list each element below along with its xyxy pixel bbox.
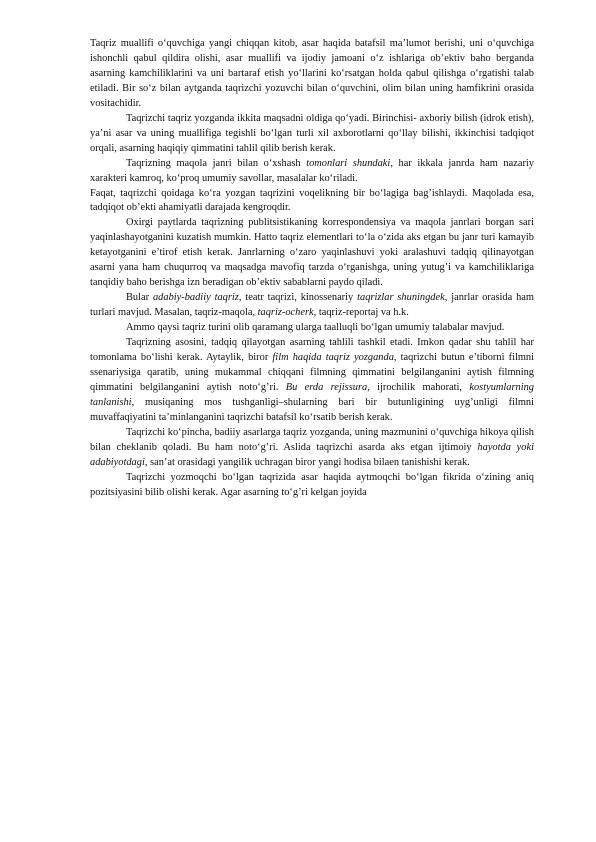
italic-run: kostyumlarning tanlanishi <box>90 381 535 408</box>
paragraph-8 <box>90 336 534 426</box>
document-page <box>90 37 534 501</box>
paragraph-10 <box>90 471 534 501</box>
text-run: Taqrizning maqola janri bilan o‘xshash <box>126 157 307 169</box>
text-run: , taqriz-reportaj va h.k. <box>313 307 409 319</box>
italic-run: taqriz-ocherk <box>257 307 314 319</box>
text-run: , ijrochilik mahorati, <box>367 381 470 393</box>
italic-run: taqrizlar shuningdek <box>357 292 445 304</box>
text-run: , teatr taqrizi, kinossenariy <box>238 292 358 304</box>
paragraph-7 <box>90 321 534 336</box>
text-run: Taqrizchi ko‘pincha, badiiy asarlarga taqriz yozganda, uning mazmunini o‘quvchiga hikoya qilish bilan cheklanib qoladi. Bu ham noto‘g’ri. Aslida taqrizchi asarda aks etgan ijtimoiy <box>90 426 534 453</box>
italic-run: tomonlari shundaki <box>306 157 391 169</box>
text-run: , san’at orasidagi yangilik uchragan biror yangi hodisa bilaen tanishishi kerak. <box>144 456 470 468</box>
paragraph-4 <box>90 187 534 217</box>
text-run: Ammo qaysi taqriz turini olib qaramang ularga taalluqli bo‘lgan umumiy talabalar mavjud. <box>126 322 505 334</box>
text-run: Taqrizchi yozmoqchi bo‘lgan taqrizida asar haqida aytmoqchi bo‘lgan fikrida o‘zining aniq pozitsiyasini bilib olishi kerak. Agar asarning to‘g’ri kelgan joyida <box>90 471 534 498</box>
text-run: Taqriz muallifi o‘quvchiga yangi chiqqan kitob, asar haqida batafsil ma’lumot berishi, uni o‘quvchiga ishonchli qabul qildira olishi, asar muallifi va ijodiy jamoani o‘z ishlariga ob’ektiv baho berganda asarning kamchiliklarini va uni bartaraf etish yo‘llarini ko‘rsatgan holda qabul qilishga o‘rgatishi talab etiladi. Bir so‘z bilan aytganda taqrizchi yozuvchi bilan o‘quvchini, olim bilan uning hamfikrini orasida vositachidir. <box>90 38 534 109</box>
paragraph-5 <box>90 216 534 291</box>
paragraph-2 <box>90 112 534 157</box>
paragraph-6 <box>90 291 534 321</box>
text-run: , janrlar orasida ham turlari mavjud. Masalan, taqriz-maqola, <box>90 292 534 319</box>
paragraph-1 <box>90 37 534 112</box>
paragraph-9 <box>90 426 534 471</box>
text-run: Faqat, taqrizchi qoidaga ko‘ra yozgan taqrizini voqelikning bir bo‘lagiga bag’ishlaydi. Maqolada esa, tadqiqot ob’ekti ahamiyatli darajada kengroqdir. <box>90 187 534 214</box>
text-run: Taqrizning asosini, tadqiq qilayotgan asarning tahlili tashkil etadi. Imkon qadar shu tahlil har tomonlama bo‘lishi kerak. Aytaylik, biror <box>90 337 534 364</box>
text-run: , taqrizchi butun e’tiborni filmni ssenariysiga qaratib, uning mukammal chiqqani filmning qimmatini belgilanganini aytish filmning qimmatini belgilanganini aytish noto‘g’ri. <box>90 352 534 393</box>
text-run: Oxirgi paytlarda taqrizning publitsistikaning korrespondensiya va maqola janrlari borgan sari yaqinlashayotganini kuzatish mumkin. Hatto taqriz elementlari to‘la o‘zida aks etgan bu janr turi kamayib ketayotganini e’tirof etish kerak. Janrlarning o‘zaro yaqinlashuvi yoki aralashuvi tadqiq qilinayotgan asarni yana ham chuqurroq va maqsadga mavofiq tarzda o‘rganishga, uning yutug’i va kamchiliklariga tanqidiy baho berishga izn beradigan ob’ektiv sabablarni paydo qiladi. <box>90 217 534 289</box>
text-run: , musiqaning mos tushganligi–shularning bari bir butunligining uyg’unligi filmni muvaffaqiyatini ta’minlanganini taqrizchi batafsil ko‘rsatib berish kerak. <box>90 396 534 423</box>
paragraph-3 <box>90 157 534 187</box>
text-run: Taqrizchi taqriz yozganda ikkita maqsadni oldiga qo‘yadi. Birinchisi- axboriy bilish (idrok etish), ya’ni asar va uning muallifiga tegishli bo‘lgan turli xil axborotlarni qo‘llay bilishi, ikkinchisi tadqiqot orqali, asarning haqiqiy qimmatini tahlil qilib berish kerak. <box>90 112 534 154</box>
text-run: Bular <box>126 292 153 304</box>
italic-run: hayotda yoki adabiyotdagi <box>90 441 534 468</box>
text-run: , har ikkala janrda ham nazariy xarakteri kamroq, ko‘proq umumiy savollar, masalalar ko‘riladi. <box>90 157 534 184</box>
italic-run: film haqida taqriz yozganda <box>272 352 394 364</box>
italic-run: Bu erda rejissura <box>285 381 368 393</box>
italic-run: adabiy-badiiy taqriz <box>152 292 239 304</box>
